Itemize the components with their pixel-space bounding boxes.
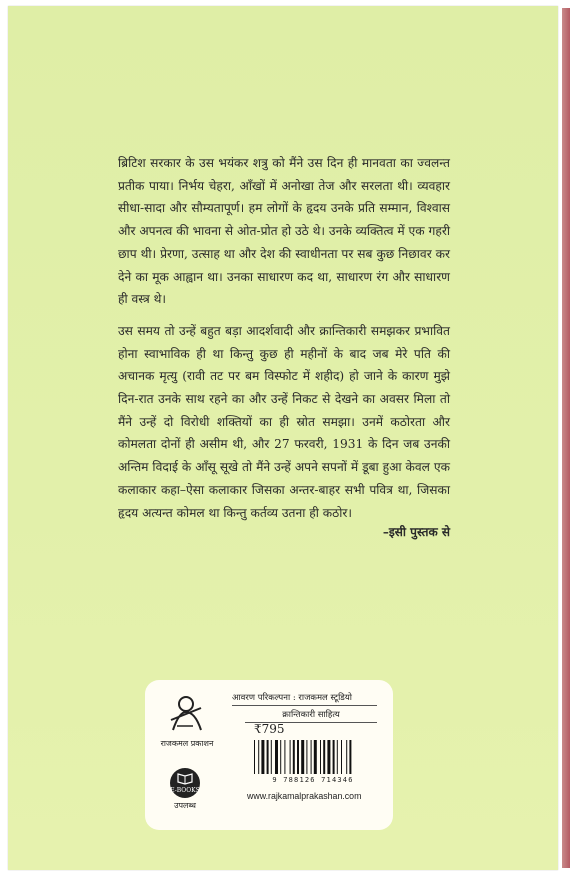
publisher-website: www.rajkamalprakashan.com: [247, 791, 362, 801]
blurb-text: [118, 152, 450, 533]
barcode-icon: [252, 740, 374, 774]
spine-edge: [562, 8, 570, 868]
isbn-digits: 9 788126 714346: [272, 776, 354, 784]
e-books-label: उपलब्ध: [174, 801, 196, 810]
source-attribution: –इसी पुस्तक से: [382, 525, 450, 539]
blurb-paragraph-1: ब्रिटिश सरकार के उस भयंकर शत्रु को मैंने उस दिन ही मानवता का ज्वलन्त प्रतीक पाया। निर्भय चेहरा, आँखों में अनोखा तेज और सरलता थी। व्यवहार सीधा-सादा और सौम्यतापूर्ण। हम लोगों के हृदय उनके प्रति सम्मान, विश्वास और अपनत्व की भावना से ओत-प्रोत हो उठे थे। उनके व्यक्तित्व में एक गहरी छाप थी। प्रेरणा, उत्साह था और देश की स्वाधीनता पर सब कुछ निछावर कर देने का मूक आह्वान था। उनका साधारण कद था, साधारण रंग और साधारण ही वस्त्र थे।: [118, 156, 450, 307]
blurb-paragraph-2: उस समय तो उन्हें बहुत बड़ा आदर्शवादी और क्रान्तिकारी समझकर प्रभावित होना स्वाभाविक ही था किन्तु कुछ ही महीनों के बाद जब मेरे पति की अचानक मृत्यु (रावी तट पर बम विस्फोट में शहीद) हो जाने के कारण मुझे दिन-रात उनके साथ रहने का और उन्हें निकट से देखने का अवसर मिला तो मैंने उन्हें दो विरोधी शक्तियों का ही स्रोत समझा। उनमें कठोरता और कोमलता दोनों ही असीम थी, और 27 फरवरी, 1931 के दिन जब उनकी अन्तिम विदाई के आँसू सूखे तो मैंने उन्हें अपने सपनों में डूबा हुआ केवल एक कलाकार कहा–ऐसा कलाकार जिसका अन्तर-बाहर सभी पवित्र था, जिसका हृदय अत्यन्त कोमल था किन्तु कर्तव्य उतना ही कठोर।: [118, 323, 450, 520]
book-glyph-icon: [170, 768, 200, 786]
price-label: ₹795: [254, 722, 285, 736]
rajkamal-logo-icon: [163, 690, 209, 736]
cover-design-credit: आवरण परिकल्पना : राजकमल स्टूडियो: [232, 692, 377, 706]
publisher-name: राजकमल प्रकाशन: [160, 739, 214, 748]
e-books-icon: [170, 768, 200, 798]
genre-label: क्रान्तिकारी साहित्य: [245, 709, 377, 723]
e-books-badge: E-BOOKS: [170, 787, 200, 794]
